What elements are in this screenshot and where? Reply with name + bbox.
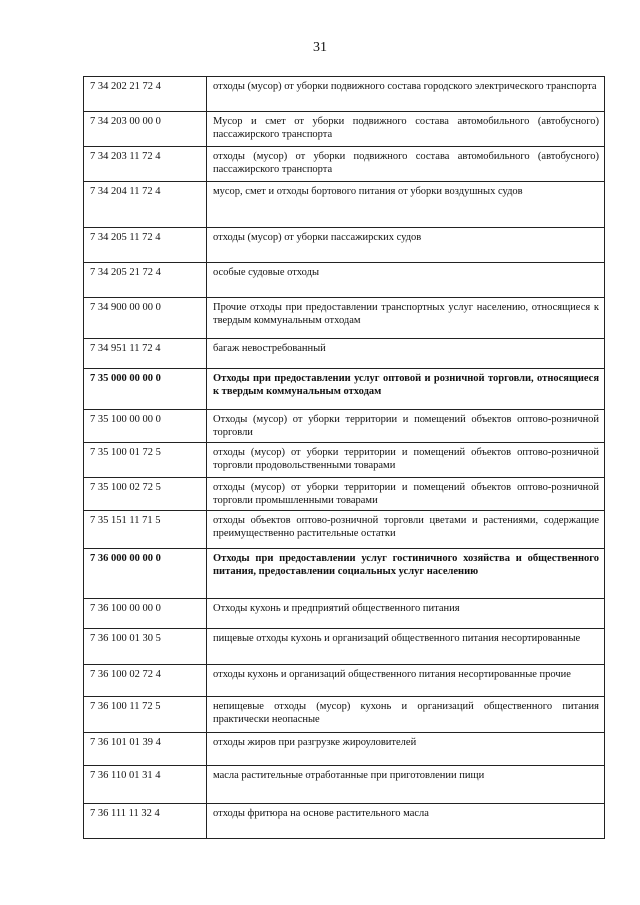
- waste-code-cell: 7 36 100 11 72 5: [84, 697, 207, 733]
- waste-code-cell: 7 36 110 01 31 4: [84, 766, 207, 804]
- waste-description-cell: мусор, смет и отходы бортового питания от уборки воздушных судов: [207, 182, 605, 228]
- waste-description-cell: непищевые отходы (мусор) кухонь и организаций общественного питания практически неопасные: [207, 697, 605, 733]
- waste-code-cell: 7 35 000 00 00 0: [84, 369, 207, 410]
- table-row: [84, 549, 605, 599]
- table-row: [84, 443, 605, 478]
- waste-description-cell: Мусор и смет от уборки подвижного состава автомобильного (автобусного) пассажирского транспорта: [207, 112, 605, 147]
- waste-description-cell: пищевые отходы кухонь и организаций общественного питания несортированные: [207, 629, 605, 665]
- waste-code-cell: 7 36 000 00 00 0: [84, 549, 207, 599]
- table-row: [84, 665, 605, 697]
- waste-description-cell: Отходы при предоставлении услуг гостиничного хозяйства и общественного питания, предоставлении социальных услуг населению: [207, 549, 605, 599]
- table-row: [84, 766, 605, 804]
- table-row: [84, 339, 605, 369]
- table-row: [84, 77, 605, 112]
- waste-description-cell: багаж невостребованный: [207, 339, 605, 369]
- waste-code-cell: 7 34 203 00 00 0: [84, 112, 207, 147]
- table-row: [84, 298, 605, 339]
- waste-description-cell: Отходы (мусор) от уборки территории и помещений объектов оптово-розничной торговли: [207, 410, 605, 443]
- waste-code-cell: 7 35 100 02 72 5: [84, 478, 207, 511]
- waste-code-cell: 7 34 900 00 00 0: [84, 298, 207, 339]
- waste-description-cell: отходы (мусор) от уборки подвижного состава городского электрического транспорта: [207, 77, 605, 112]
- waste-description-cell: отходы объектов оптово-розничной торговли цветами и растениями, содержащие преимущественно растительные остатки: [207, 511, 605, 549]
- waste-code-cell: 7 34 205 11 72 4: [84, 228, 207, 263]
- table-row: [84, 599, 605, 629]
- table-row: [84, 147, 605, 182]
- waste-description-cell: отходы фритюра на основе растительного масла: [207, 804, 605, 839]
- waste-code-cell: 7 34 204 11 72 4: [84, 182, 207, 228]
- waste-code-cell: 7 34 951 11 72 4: [84, 339, 207, 369]
- waste-description-cell: отходы (мусор) от уборки территории и помещений объектов оптово-розничной торговли промышленными товарами: [207, 478, 605, 511]
- table-row: [84, 804, 605, 839]
- waste-code-cell: 7 36 100 02 72 4: [84, 665, 207, 697]
- waste-description-cell: Прочие отходы при предоставлении транспортных услуг населению, относящиеся к твердым коммунальным отходам: [207, 298, 605, 339]
- waste-code-cell: 7 36 100 00 00 0: [84, 599, 207, 629]
- waste-code-cell: 7 34 202 21 72 4: [84, 77, 207, 112]
- table-row: [84, 263, 605, 298]
- waste-description-cell: Отходы при предоставлении услуг оптовой и розничной торговли, относящиеся к твердым коммунальным отходам: [207, 369, 605, 410]
- waste-description-cell: особые судовые отходы: [207, 263, 605, 298]
- table-row: [84, 369, 605, 410]
- waste-code-cell: 7 35 100 01 72 5: [84, 443, 207, 478]
- table-row: [84, 410, 605, 443]
- table-row: [84, 733, 605, 766]
- waste-code-cell: 7 36 100 01 30 5: [84, 629, 207, 665]
- waste-description-cell: отходы жиров при разгрузке жироуловителей: [207, 733, 605, 766]
- waste-description-cell: Отходы кухонь и предприятий общественного питания: [207, 599, 605, 629]
- waste-description-cell: отходы кухонь и организаций общественного питания несортированные прочие: [207, 665, 605, 697]
- waste-description-cell: отходы (мусор) от уборки территории и помещений объектов оптово-розничной торговли продовольственными товарами: [207, 443, 605, 478]
- waste-description-cell: отходы (мусор) от уборки пассажирских судов: [207, 228, 605, 263]
- waste-code-cell: 7 35 100 00 00 0: [84, 410, 207, 443]
- table-row: [84, 182, 605, 228]
- waste-description-cell: отходы (мусор) от уборки подвижного состава автомобильного (автобусного) пассажирского транспорта: [207, 147, 605, 182]
- table-row: [84, 697, 605, 733]
- waste-classification-table: [83, 76, 605, 839]
- waste-description-cell: масла растительные отработанные при приготовлении пищи: [207, 766, 605, 804]
- table-row: [84, 112, 605, 147]
- table-row: [84, 478, 605, 511]
- table-row: [84, 629, 605, 665]
- table-row: [84, 228, 605, 263]
- waste-code-cell: 7 35 151 11 71 5: [84, 511, 207, 549]
- waste-code-cell: 7 34 205 21 72 4: [84, 263, 207, 298]
- table-row: [84, 511, 605, 549]
- page-number: 31: [313, 40, 327, 55]
- waste-code-cell: 7 34 203 11 72 4: [84, 147, 207, 182]
- waste-code-cell: 7 36 111 11 32 4: [84, 804, 207, 839]
- waste-code-cell: 7 36 101 01 39 4: [84, 733, 207, 766]
